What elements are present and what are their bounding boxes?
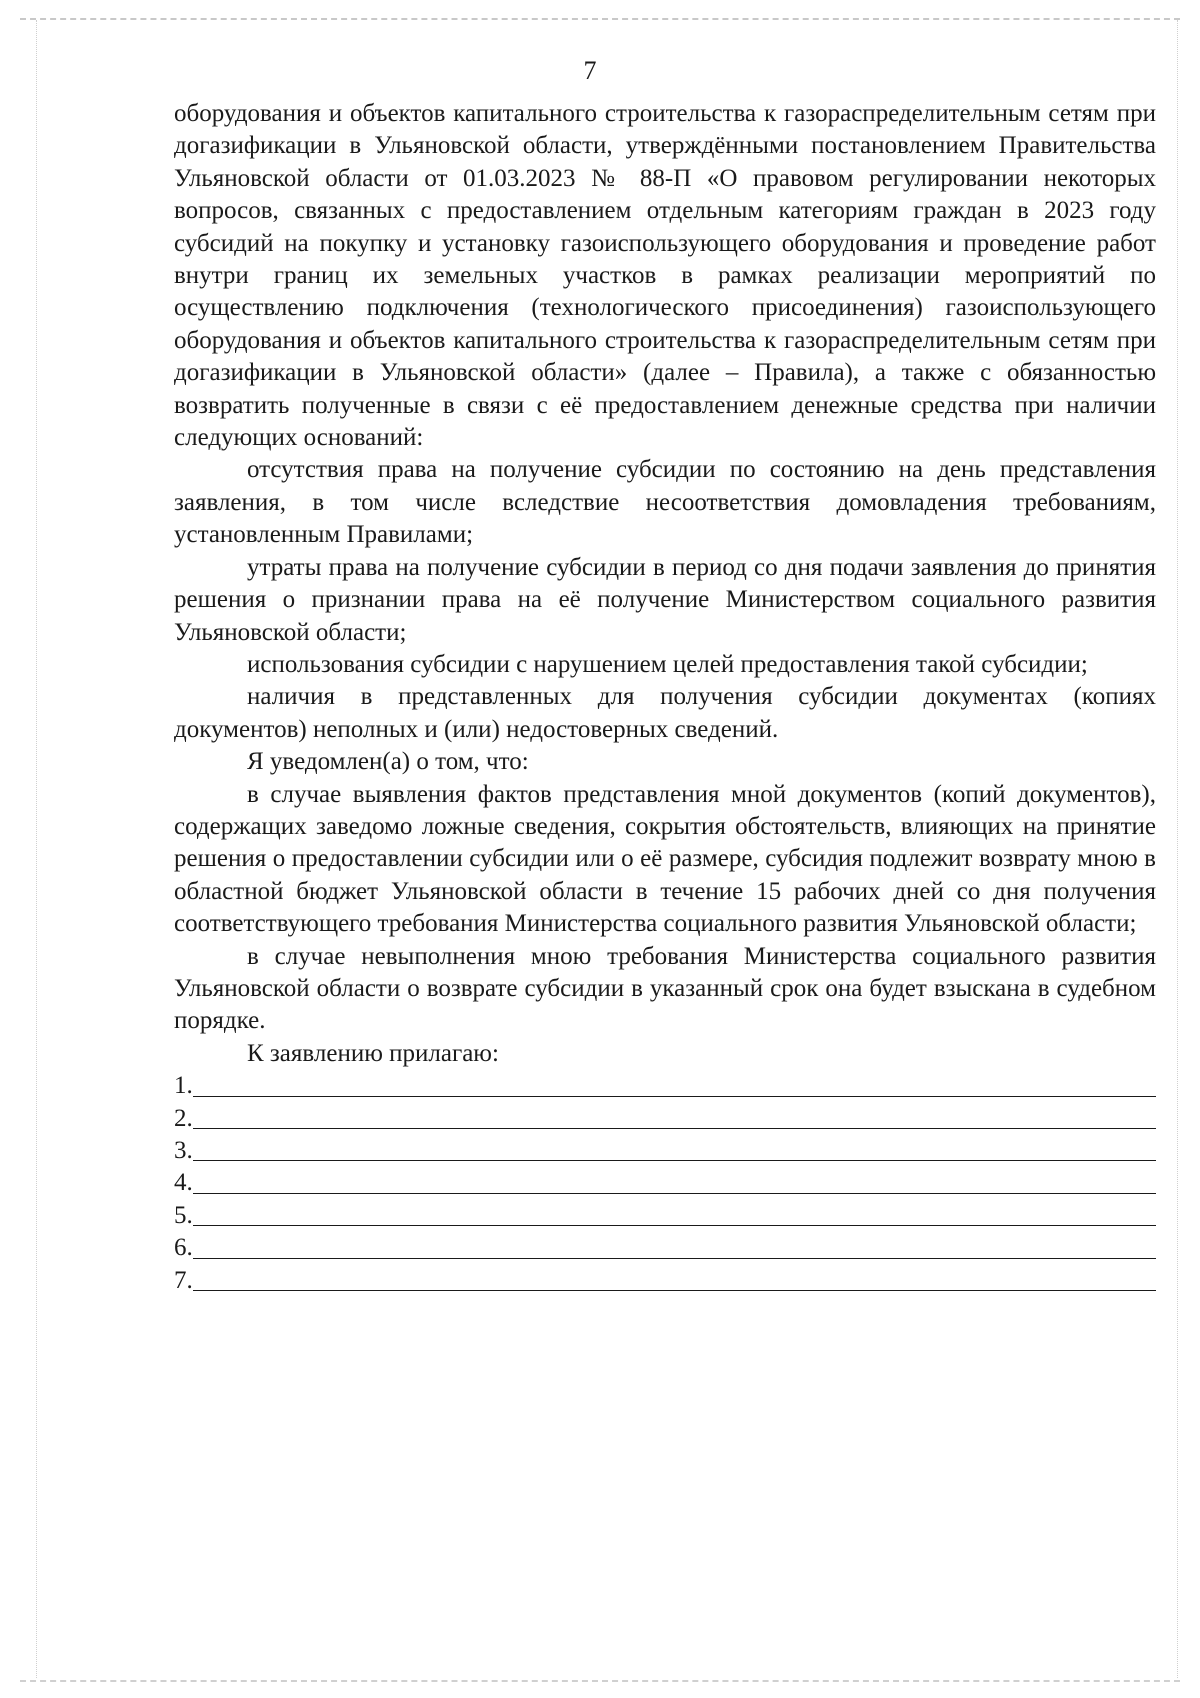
attachment-blank-line[interactable] (193, 1193, 1156, 1194)
document-body (174, 98, 1156, 1297)
paragraph-ground-4: наличия в представленных для получения субсидии документах (копиях документов) неполных и (или) недостоверных сведений. (174, 683, 1156, 743)
paragraph-notice-heading: Я уведомлен(а) о том, что: (247, 748, 529, 776)
paragraph-notice-1: в случае выявления фактов представления мной документов (копий документов), содержащих заведомо ложные сведения, сокрытия обстоятельств, влияющих на принятие решения о предоставлении субсидии или о её размере, субсидия подлежит возврату мною в областной бюджет Ульяновской области в течение 15 рабочих дней со дня получения соответствующего требования Министерства социального развития Ульяновской области; (174, 780, 1156, 938)
paragraph-ground-2: утраты права на получение субсидии в период со дня подачи заявления до принятия решения о признании права на её получение Министерством социального развития Ульяновской области; (174, 553, 1156, 646)
page-number: 7 (583, 56, 597, 85)
scan-edge-top (20, 18, 1180, 20)
attachment-row-4 (174, 1167, 1156, 1199)
attachment-number: 3. (174, 1136, 193, 1164)
attachment-number: 6. (174, 1234, 193, 1262)
attachment-number: 2. (174, 1104, 193, 1132)
scan-edge-right (1177, 20, 1178, 1678)
paragraph-ground-3: использования субсидии с нарушением целей предоставления такой субсидии; (247, 650, 1088, 678)
attachments-list (174, 1070, 1156, 1297)
attachment-row-5 (174, 1200, 1156, 1232)
paragraph-notice-2: в случае невыполнения мною требования Министерства социального развития Ульяновской области о возврате субсидии в указанный срок она будет взыскана в судебном порядке. (174, 942, 1156, 1035)
paragraph-ground-1: отсутствия права на получение субсидии по состоянию на день представления заявления, в том числе вследствие несоответствия домовладения требованиям, установленным Правилами; (174, 456, 1156, 549)
scan-edge-left (36, 20, 37, 1678)
attachment-blank-line[interactable] (193, 1290, 1156, 1291)
scan-edge-bottom (20, 1680, 1180, 1682)
attachment-row-6 (174, 1232, 1156, 1264)
attachment-blank-line[interactable] (193, 1225, 1156, 1226)
attachment-number: 1. (174, 1072, 193, 1100)
attachment-number: 4. (174, 1169, 193, 1197)
attachment-number: 5. (174, 1201, 193, 1229)
attachment-blank-line[interactable] (193, 1258, 1156, 1259)
attachment-blank-line[interactable] (193, 1160, 1156, 1161)
attachment-number: 7. (174, 1266, 193, 1294)
attachment-blank-line[interactable] (193, 1096, 1156, 1097)
attachment-row-2 (174, 1103, 1156, 1135)
attachment-row-1 (174, 1070, 1156, 1102)
attachment-blank-line[interactable] (193, 1128, 1156, 1129)
attachment-row-3 (174, 1135, 1156, 1167)
paragraph-attachments-heading: К заявлению прилагаю: (247, 1039, 499, 1067)
paragraph-intro: оборудования и объектов капитального строительства к газораспределительным сетям при догазификации в Ульяновской области, утверждёнными постановлением Правительства Ульяновской области от 01.03.2023 № 88-П «О правовом регулировании некоторых вопросов, связанных с предоставлением отдельным категориям граждан в 2023 году субсидий на покупку и установку газоиспользующего оборудования и проведение работ внутри границ их земельных участков в рамках реализации мероприятий по осуществлению подключения (технологического присоединения) газоиспользующего оборудования и объектов капитального строительства к газораспределительным сетям при догазификации в Ульяновской области» (далее – Правила), а также с обязанностью возвратить полученные в связи с её предоставлением денежные средства при наличии следующих оснований: (174, 100, 1156, 452)
attachment-row-7 (174, 1265, 1156, 1297)
